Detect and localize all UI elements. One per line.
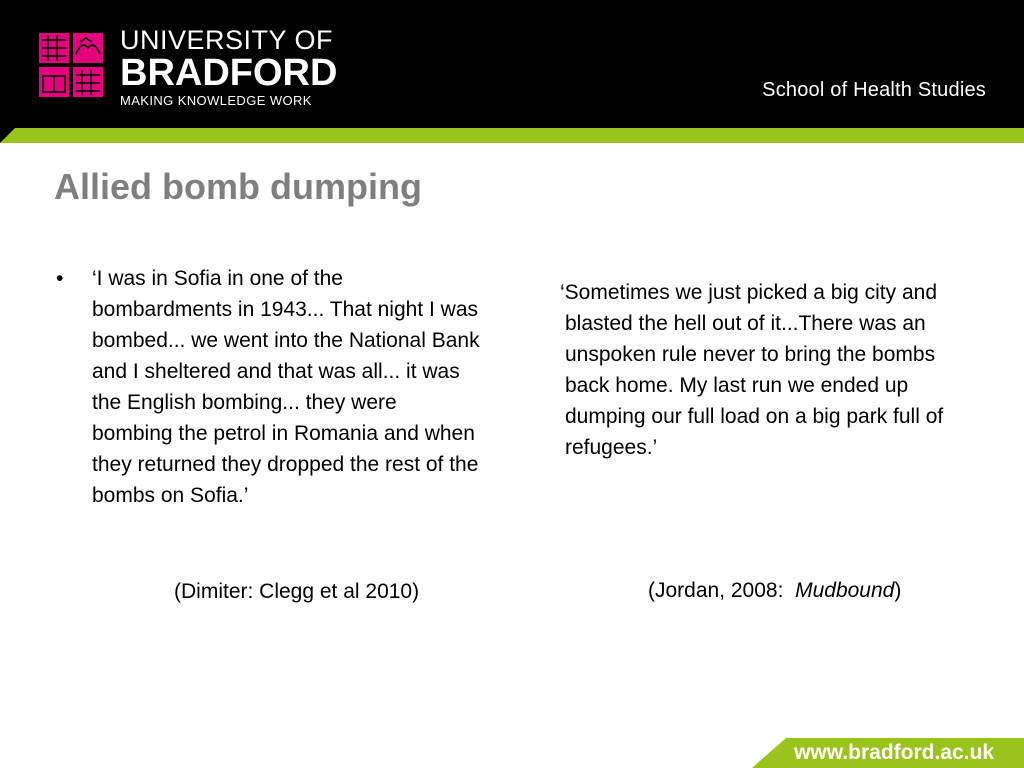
left-quote-column	[56, 263, 486, 603]
right-quote-text: ‘Sometimes we just picked a big city and blasted the hell out of it...There was an unspoken rule never to bring the bombs back home. My last run we ended up dumping our full load on a big park full of refugees.’	[560, 281, 944, 459]
header-accent-band	[0, 128, 1024, 143]
slide-title: Allied bomb dumping	[54, 166, 422, 207]
university-logo-text	[120, 26, 337, 110]
bullet-marker: •	[56, 267, 64, 290]
right-citation-prefix: (Jordan, 2008:	[648, 579, 796, 602]
right-citation-title: Mudbound	[795, 579, 895, 602]
footer-url: www.bradford.ac.uk	[794, 741, 994, 764]
right-citation	[648, 575, 901, 606]
left-quote-text: ‘I was in Sofia in one of the bombardments in 1943... That night I was bombed... we went into the National Bank and I sheltered and that was all... it was the English bombing... they were bombing the petrol in Romania and when they returned they dropped the rest of the bombs on Sofia.’	[92, 267, 480, 507]
university-name-line1: UNIVERSITY OF	[120, 25, 334, 55]
slide-header	[0, 0, 1024, 128]
school-name: School of Health Studies	[762, 79, 986, 101]
left-quote-item	[56, 263, 486, 511]
university-crest-icon	[36, 30, 106, 100]
right-quote-column	[560, 277, 990, 602]
right-citation-suffix: )	[894, 579, 902, 602]
university-tagline: MAKING KNOWLEDGE WORK	[120, 93, 312, 108]
left-citation: (Dimiter: Clegg et al 2010)	[174, 580, 420, 603]
university-name-line2: BRADFORD	[120, 52, 338, 94]
